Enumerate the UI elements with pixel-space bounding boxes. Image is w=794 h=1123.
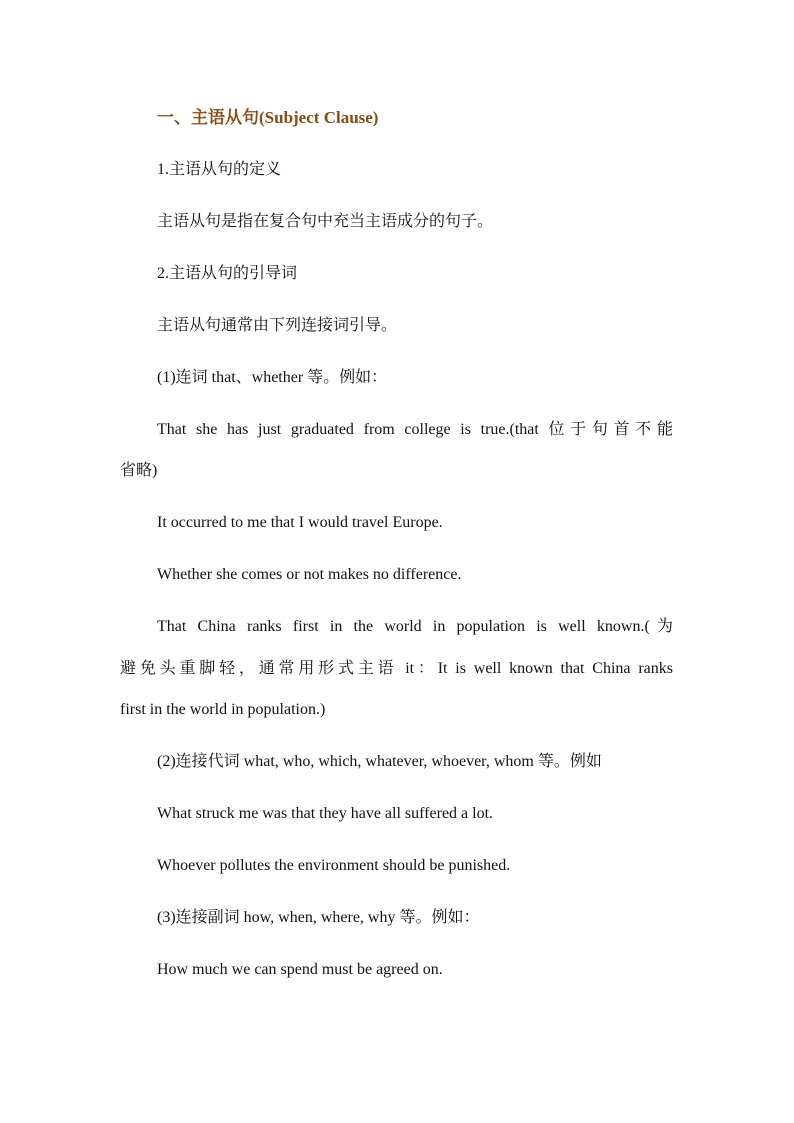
paragraph-definition: 主语从句是指在复合句中充当主语成分的句子。: [157, 213, 494, 230]
example-line: That she has just graduated from college is true.(that 位于句首不能: [157, 421, 673, 438]
section-heading: 一、主语从句(Subject Clause): [157, 108, 379, 127]
example-line-continued: 避免头重脚轻，通常用形式主语 it：It is well known that China ranks: [120, 660, 673, 677]
example-line: How much we can spend must be agreed on.: [157, 961, 443, 978]
example-line-continued: first in the world in population.): [120, 701, 326, 718]
example-line-continued: 省略): [120, 462, 158, 479]
item-conjunctions: (1)连词 that、whether 等。例如：: [157, 369, 388, 386]
item-connective-adverbs: (3)连接副词 how, when, where, why 等。例如：: [157, 909, 480, 926]
example-line: That China ranks first in the world in population is well known.(为: [157, 618, 673, 635]
paragraph-introducers: 主语从句通常由下列连接词引导。: [157, 317, 398, 334]
item-connective-pronouns: (2)连接代词 what, who, which, whatever, whoever, whom 等。例如: [157, 753, 602, 770]
example-line: It occurred to me that I would travel Europe.: [157, 514, 443, 531]
example-line: Whether she comes or not makes no difference.: [157, 566, 462, 583]
example-line: Whoever pollutes the environment should be punished.: [157, 857, 511, 874]
subsection-title-definition: 1.主语从句的定义: [157, 161, 282, 178]
subsection-title-introducers: 2.主语从句的引导词: [157, 265, 298, 282]
example-line: What struck me was that they have all suffered a lot.: [157, 805, 494, 822]
